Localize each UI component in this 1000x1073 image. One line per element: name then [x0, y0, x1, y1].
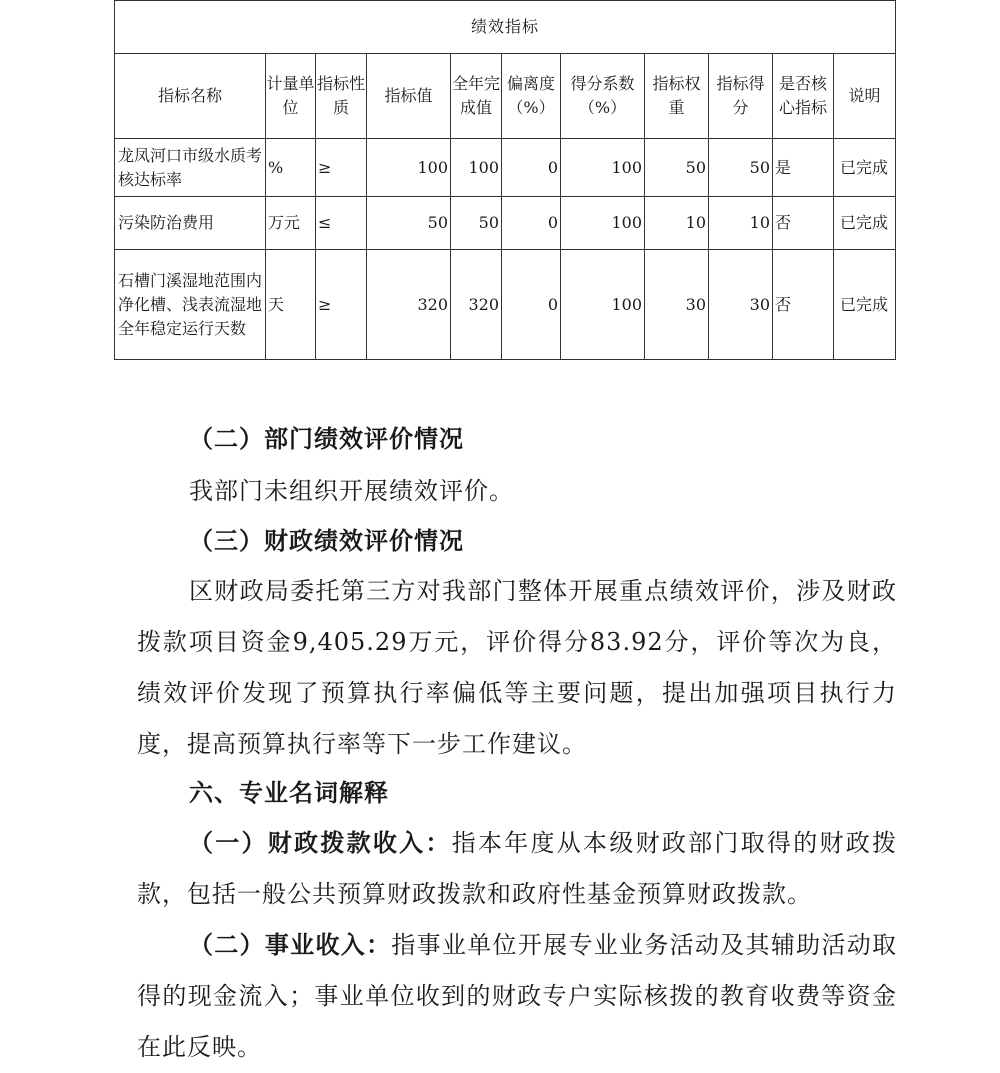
fin-eval-text: 区财政局委托第三方对我部门整体开展重点绩效评价，涉及财政拨款项目资金9,405.29万元，评价得分83.92分，评价等次为良，绩效评价发现了预算执行率偏低等主要问题，提出加强项目执行力度，提高预算执行率等下一步工作建议。 [137, 577, 897, 758]
header-value: 指标值 [367, 54, 451, 139]
cell-deviation: 0 [502, 139, 561, 197]
fin-eval-heading: （三）财政绩效评价情况 [189, 527, 464, 555]
cell-nature: ≤ [316, 197, 367, 250]
cell-weight: 50 [645, 139, 709, 197]
header-deviation: 偏离度（%） [502, 54, 561, 139]
dept-eval-heading: （二）部门绩效评价情况 [189, 425, 464, 453]
cell-deviation: 0 [502, 197, 561, 250]
table-row [115, 250, 896, 360]
cell-actual: 100 [451, 139, 502, 197]
table-title: 绩效指标 [115, 1, 896, 54]
cell-remark: 已完成 [834, 197, 896, 250]
cell-coef: 100 [561, 139, 645, 197]
cell-score: 10 [709, 197, 773, 250]
term1-text: 指本年度从本级财政部门取得的财政拨款，包括一般公共预算财政拨款和政府性基金预算财政拨款。 [137, 829, 898, 908]
term-financial-appropriation [137, 818, 897, 920]
cell-name: 龙凤河口市级水质考核达标率 [115, 139, 266, 197]
cell-remark: 已完成 [834, 139, 896, 197]
cell-unit: 天 [266, 250, 316, 360]
performance-indicator-table [114, 0, 896, 360]
cell-unit: % [266, 139, 316, 197]
cell-core: 是 [773, 139, 834, 197]
header-weight: 指标权重 [645, 54, 709, 139]
cell-score: 50 [709, 139, 773, 197]
header-remark: 说明 [834, 54, 896, 139]
cell-actual: 50 [451, 197, 502, 250]
cell-name: 石槽门溪湿地范围内净化槽、浅表流湿地全年稳定运行天数 [115, 250, 266, 360]
header-unit: 计量单位 [266, 54, 316, 139]
table-row [115, 139, 896, 197]
cell-name: 污染防治费用 [115, 197, 266, 250]
cell-remark: 已完成 [834, 250, 896, 360]
term2-lead: （二）事业收入： [189, 931, 392, 959]
cell-core: 否 [773, 250, 834, 360]
header-score: 指标得分 [709, 54, 773, 139]
header-nature: 指标性质 [316, 54, 367, 139]
cell-weight: 10 [645, 197, 709, 250]
cell-nature: ≥ [316, 139, 367, 197]
cell-coef: 100 [561, 197, 645, 250]
cell-deviation: 0 [502, 250, 561, 360]
header-core: 是否核心指标 [773, 54, 834, 139]
cell-weight: 30 [645, 250, 709, 360]
cell-actual: 320 [451, 250, 502, 360]
cell-coef: 100 [561, 250, 645, 360]
cell-core: 否 [773, 197, 834, 250]
cell-nature: ≥ [316, 250, 367, 360]
term1-lead: （一）财政拨款收入： [189, 829, 452, 857]
cell-value: 100 [367, 139, 451, 197]
cell-value: 320 [367, 250, 451, 360]
terms-heading: 六、专业名词解释 [189, 779, 389, 807]
cell-unit: 万元 [266, 197, 316, 250]
cell-score: 30 [709, 250, 773, 360]
header-actual: 全年完成值 [451, 54, 502, 139]
term2-text: 指事业单位开展专业业务活动及其辅助活动取得的现金流入；事业单位收到的财政专户实际核拨的教育收费等资金在此反映。 [137, 931, 898, 1061]
term-business-income [137, 920, 897, 1073]
header-coef: 得分系数（%） [561, 54, 645, 139]
dept-eval-text: 我部门未组织开展绩效评价。 [189, 477, 514, 505]
table-row [115, 197, 896, 250]
cell-value: 50 [367, 197, 451, 250]
header-name: 指标名称 [115, 54, 266, 139]
